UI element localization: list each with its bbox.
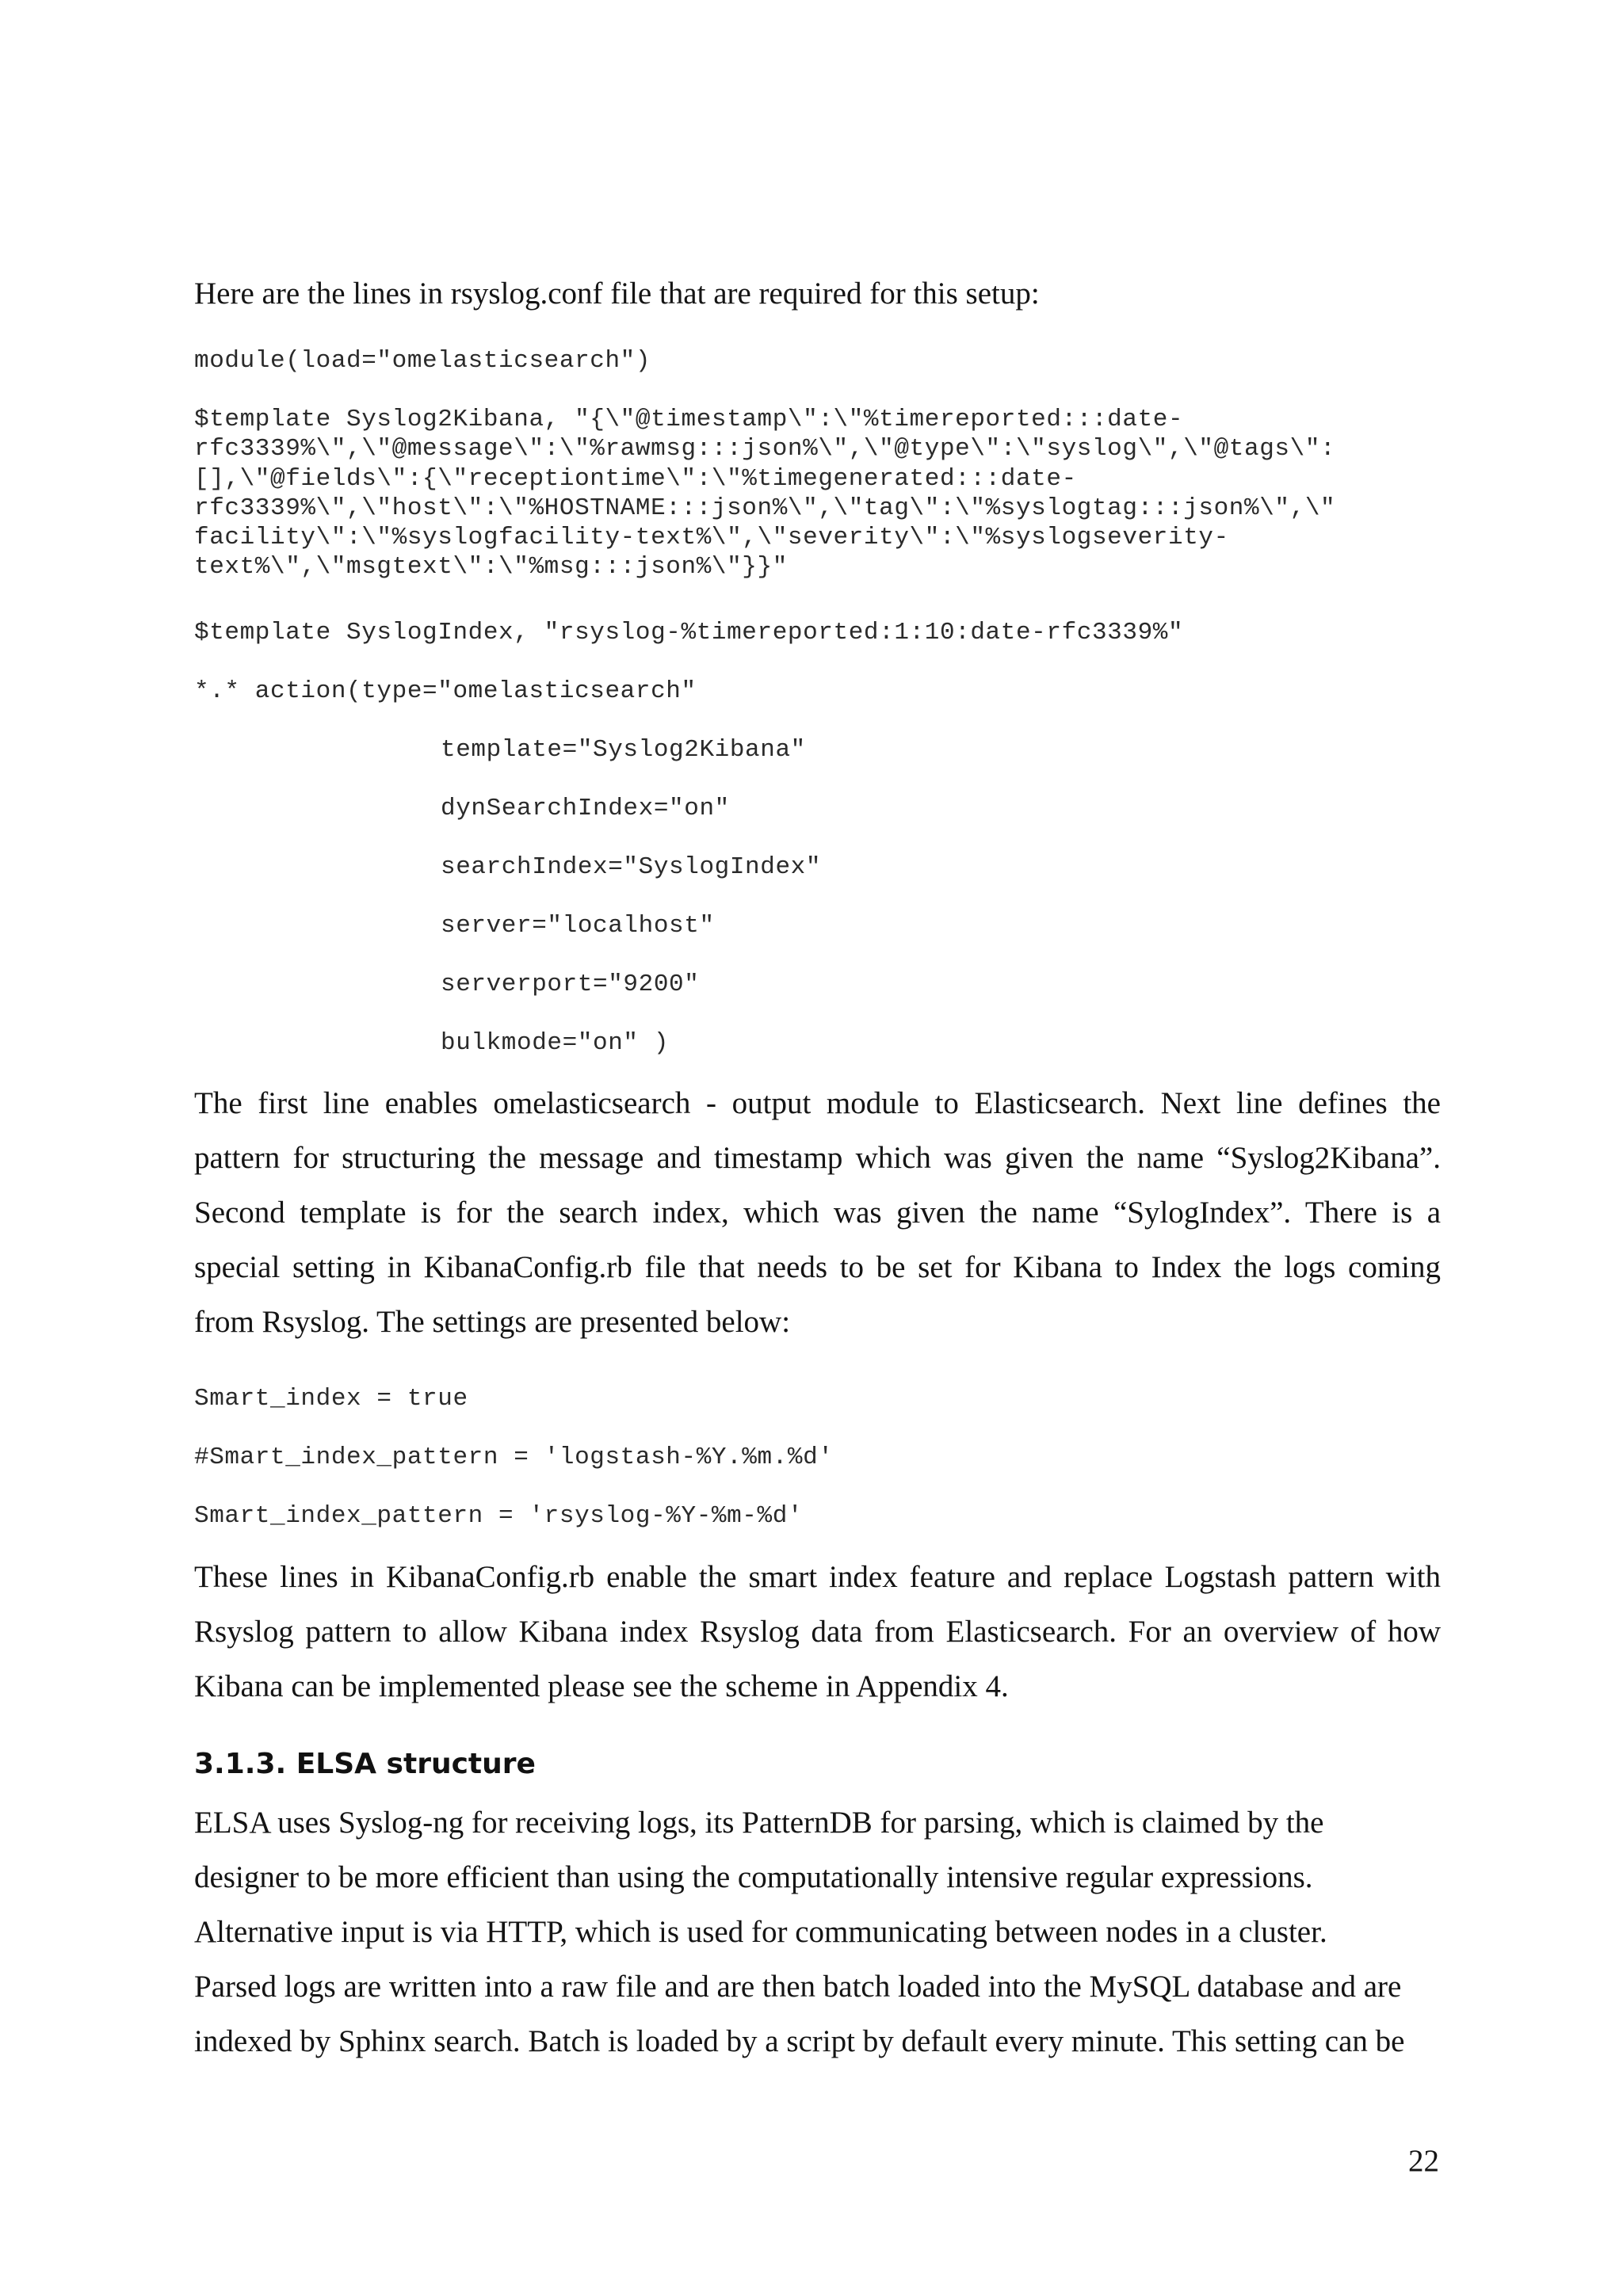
template-line: facility\":\"%syslogfacility-text%\",\"severity\":\"%syslogseverity- [194, 524, 1229, 551]
page-number: 22 [1408, 2144, 1439, 2178]
action-param: template="Syslog2Kibana" [441, 736, 806, 764]
kibana-config-line: #Smart_index_pattern = 'logstash-%Y.%m.%d' [194, 1444, 834, 1471]
module-line: module(load="omelasticsearch") [194, 347, 651, 375]
action-param: serverport="9200" [441, 971, 700, 998]
template-line: rfc3339%\",\"@message\":\"%rawmsg:::json%\",\"@type\":\"syslog\",\"@tags\": [194, 435, 1336, 463]
template-line: rfc3339%\",\"host\":\"%HOSTNAME:::json%\",\"tag\":\"%syslogtag:::json%\",\" [194, 494, 1336, 522]
action-param: bulkmode="on" ) [441, 1029, 670, 1057]
paragraph-line: Alternative input is via HTTP, which is used for communicating between nodes in a cluster. [194, 1915, 1327, 1949]
paragraph-line: Second template is for the search index, which was given the name “SylogIndex”. There is a [194, 1196, 1441, 1230]
paragraph-line: designer to be more efficient than using the computationally intensive regular expressions. [194, 1860, 1313, 1894]
paragraph-line: special setting in KibanaConfig.rb file that needs to be set for Kibana to Index the logs coming [194, 1250, 1441, 1284]
template-line: [],\"@fields\":{\"receptiontime\":\"%timegenerated:::date- [194, 465, 1077, 493]
intro-text: Here are the lines in rsyslog.conf file that are required for this setup: [194, 277, 1040, 311]
section-heading: 3.1.3. ELSA structure [194, 1748, 536, 1780]
paragraph-line: The first line enables omelasticsearch - output module to Elasticsearch. Next line defines the [194, 1086, 1441, 1120]
paragraph-line: Rsyslog pattern to allow Kibana index Rsyslog data from Elasticsearch. For an overview of how [194, 1615, 1441, 1649]
paragraph-line: indexed by Sphinx search. Batch is loaded by a script by default every minute. This setting can be [194, 2024, 1405, 2058]
action-line: *.* action(type="omelasticsearch" [194, 677, 697, 705]
template-line: $template Syslog2Kibana, "{\"@timestamp\":\"%timereported:::date- [194, 406, 1184, 433]
kibana-config-line: Smart_index_pattern = 'rsyslog-%Y-%m-%d' [194, 1502, 804, 1530]
action-param: searchIndex="SyslogIndex" [441, 853, 822, 881]
paragraph-line: ELSA uses Syslog-ng for receiving logs, its PatternDB for parsing, which is claimed by the [194, 1806, 1324, 1840]
index-template-line: $template SyslogIndex, "rsyslog-%timereported:1:10:date-rfc3339%" [194, 619, 1184, 646]
kibana-config-line: Smart_index = true [194, 1385, 468, 1413]
paragraph-line: Kibana can be implemented please see the scheme in Appendix 4. [194, 1669, 1009, 1703]
template-line: text%\",\"msgtext\":\"%msg:::json%\"}}" [194, 553, 788, 581]
paragraph-line: These lines in KibanaConfig.rb enable the smart index feature and replace Logstash pattern with [194, 1560, 1441, 1594]
action-param: dynSearchIndex="on" [441, 795, 730, 822]
paragraph-line: Parsed logs are written into a raw file and are then batch loaded into the MySQL database and are [194, 1970, 1402, 2004]
paragraph-line: from Rsyslog. The settings are presented below: [194, 1305, 791, 1339]
action-param: server="localhost" [441, 912, 715, 940]
paragraph-line: pattern for structuring the message and timestamp which was given the name “Syslog2Kibana”. [194, 1141, 1441, 1175]
